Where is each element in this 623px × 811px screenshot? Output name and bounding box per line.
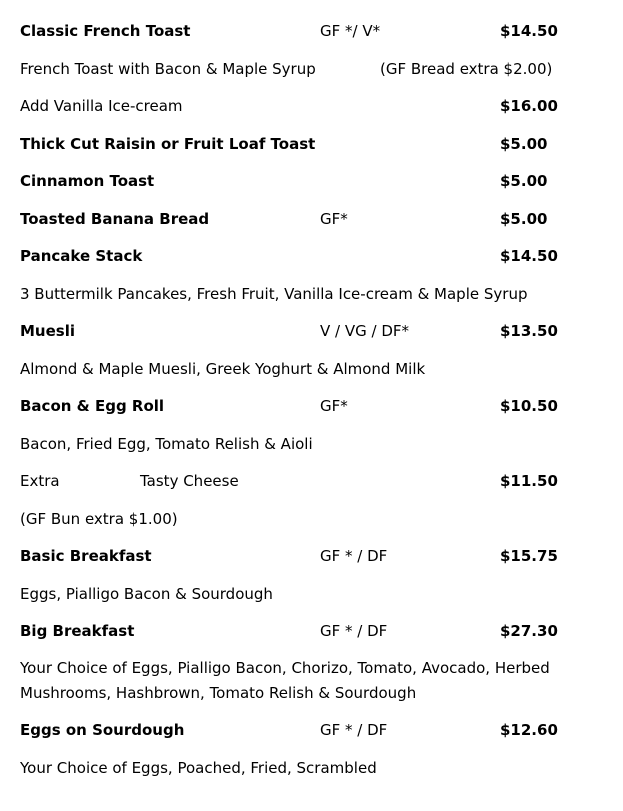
item-price: $12.60 bbox=[500, 721, 558, 739]
item-name: Cinnamon Toast bbox=[20, 172, 155, 190]
item-name: Toasted Banana Bread bbox=[20, 210, 210, 228]
item-name: Eggs on Sourdough bbox=[20, 721, 185, 739]
menu-item bbox=[20, 544, 603, 568]
item-description bbox=[20, 756, 603, 780]
menu-item bbox=[20, 244, 603, 268]
item-price: $10.50 bbox=[500, 397, 558, 415]
item-description bbox=[20, 432, 603, 456]
menu-item bbox=[20, 619, 603, 643]
description-text: Bacon, Fried Egg, Tomato Relish & Aioli bbox=[20, 435, 313, 453]
menu-item bbox=[20, 394, 603, 418]
item-price: $5.00 bbox=[500, 135, 548, 153]
dietary-tags: GF* bbox=[320, 210, 348, 228]
item-price: $11.50 bbox=[500, 472, 558, 490]
dietary-tags: GF* bbox=[320, 397, 348, 415]
menu-item bbox=[20, 132, 603, 156]
item-price: $14.50 bbox=[500, 22, 558, 40]
dietary-tags: GF */ V* bbox=[320, 22, 381, 40]
description-text: Eggs, Pialligo Bacon & Sourdough bbox=[20, 585, 273, 603]
description-text: (GF Bun extra $1.00) bbox=[20, 510, 178, 528]
item-price: $14.50 bbox=[500, 247, 558, 265]
item-name: Muesli bbox=[20, 322, 75, 340]
item-description: Your Choice of Eggs, Pialligo Bacon, Chorizo, Tomato, Avocado, Herbed Mushrooms, Hashbrown, Tomato Relish & Sourdough bbox=[20, 659, 550, 702]
item-description bbox=[20, 507, 603, 531]
item-name: Classic French Toast bbox=[20, 22, 191, 40]
menu-item bbox=[20, 718, 603, 742]
menu-item bbox=[20, 207, 603, 231]
item-price: $13.50 bbox=[500, 322, 558, 340]
item-description bbox=[20, 57, 603, 81]
dietary-tags: GF * / DF bbox=[320, 547, 388, 565]
menu-item bbox=[20, 94, 603, 118]
menu-item bbox=[20, 319, 603, 343]
description-text: 3 Buttermilk Pancakes, Fresh Fruit, Vanilla Ice-cream & Maple Syrup bbox=[20, 285, 528, 303]
item-description bbox=[20, 282, 603, 306]
menu-item bbox=[20, 469, 603, 493]
item-name: Pancake Stack bbox=[20, 247, 143, 265]
dietary-tags: GF * / DF bbox=[320, 721, 388, 739]
item-name: Thick Cut Raisin or Fruit Loaf Toast bbox=[20, 135, 316, 153]
extra-note: (GF Bread extra $2.00) bbox=[380, 60, 553, 78]
menu-item bbox=[20, 19, 603, 43]
extra-label: Extra bbox=[20, 472, 60, 490]
item-price: $5.00 bbox=[500, 172, 548, 190]
extra-option: Tasty Cheese bbox=[140, 472, 239, 490]
dietary-tags: GF * / DF bbox=[320, 622, 388, 640]
item-price: $5.00 bbox=[500, 210, 548, 228]
description-text: French Toast with Bacon & Maple Syrup bbox=[20, 60, 316, 78]
item-name: Basic Breakfast bbox=[20, 547, 152, 565]
item-price: $16.00 bbox=[500, 97, 558, 115]
item-name: Bacon & Egg Roll bbox=[20, 397, 165, 415]
menu-item bbox=[20, 169, 603, 193]
item-price: $15.75 bbox=[500, 547, 558, 565]
description-text: Your Choice of Eggs, Poached, Fried, Scrambled bbox=[20, 759, 377, 777]
item-price: $27.30 bbox=[500, 622, 558, 640]
dietary-tags: V / VG / DF* bbox=[320, 322, 410, 340]
item-description bbox=[20, 357, 603, 381]
item-name: Big Breakfast bbox=[20, 622, 135, 640]
item-description bbox=[20, 582, 603, 606]
description-text: Add Vanilla Ice-cream bbox=[20, 97, 183, 115]
description-text: Almond & Maple Muesli, Greek Yoghurt & Almond Milk bbox=[20, 360, 426, 378]
